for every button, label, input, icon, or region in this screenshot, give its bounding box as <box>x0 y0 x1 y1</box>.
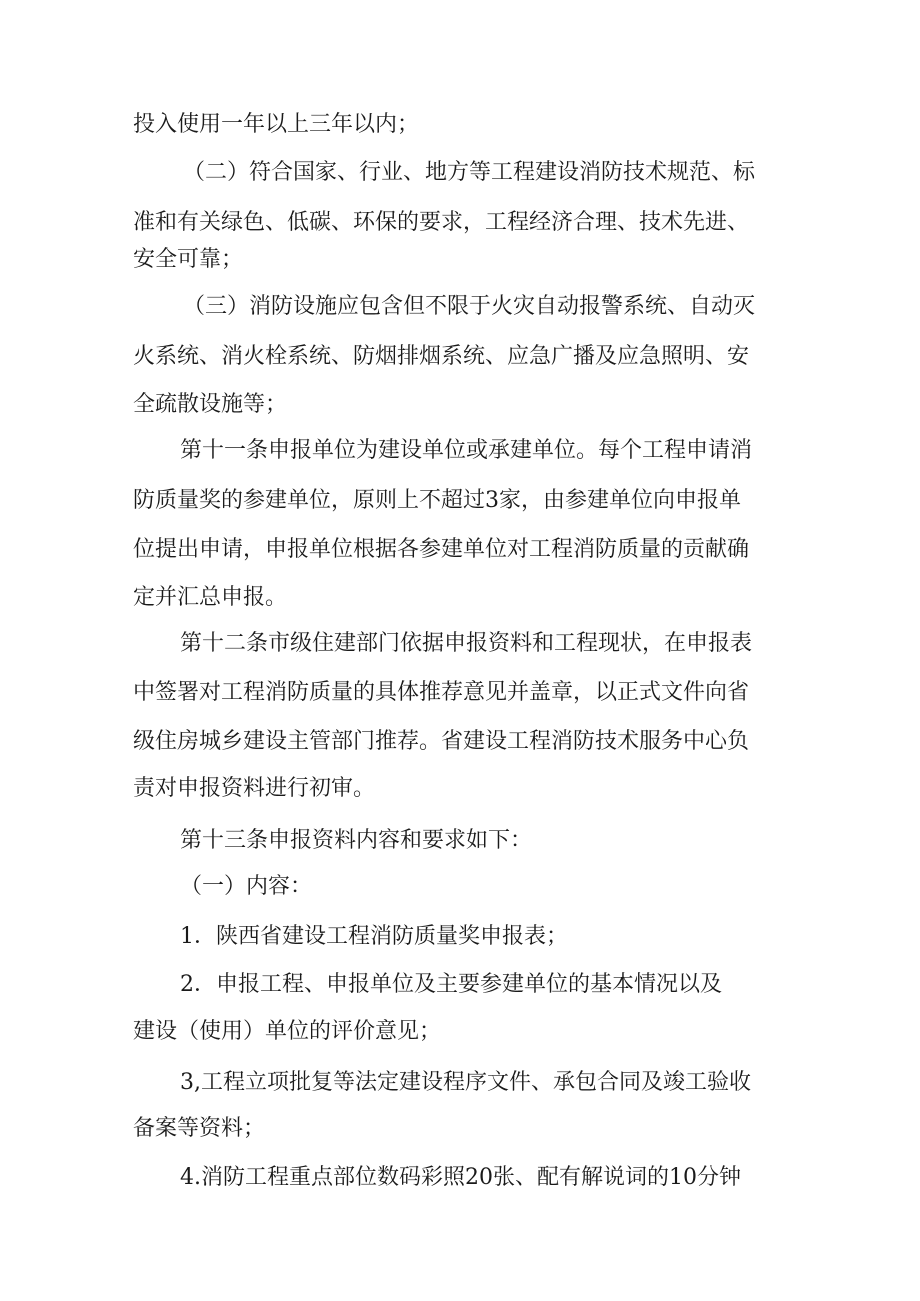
text-line: 定并汇总申报。 <box>133 585 288 610</box>
text-line: 3,工程立项批复等法定建设程序文件、承包合同及竣工验收 <box>180 1070 751 1095</box>
text-line: 1．陕西省建设工程消防质量奖申报表； <box>180 924 568 949</box>
text-line: 火系统、消火栓系统、防烟排烟系统、应急广播及应急照明、安 <box>133 344 750 369</box>
text-line: 中签署对工程消防质量的具体推荐意见并盖章，以正式文件向省 <box>133 680 750 705</box>
text-line: （二）符合国家、行业、地方等工程建设消防技术规范、标 <box>183 160 756 185</box>
text-line: 第十二条市级住建部门依据申报资料和工程现状，在申报表 <box>180 631 753 656</box>
text-line: 全疏散设施等； <box>133 392 288 417</box>
text-line: 责对申报资料进行初审。 <box>133 776 376 801</box>
text-line: （三）消防设施应包含但不限于火灾自动报警系统、自动灭 <box>183 294 756 319</box>
text-line: 级住房城乡建设主管部门推荐。省建设工程消防技术服务中心负 <box>133 729 750 754</box>
text-line: 准和有关绿色、低碳、环保的要求，工程经济合理、技术先进、 <box>133 210 750 235</box>
text-line: 投入使用一年以上三年以内； <box>133 112 420 137</box>
text-line: 第十一条申报单位为建设单位或承建单位。每个工程申请消 <box>180 438 753 463</box>
text-line: 位提出申请，申报单位根据各参建单位对工程消防质量的贡献确 <box>133 537 750 562</box>
text-line: 建设（使用）单位的评价意见； <box>133 1019 442 1044</box>
text-line: 安全可靠； <box>133 247 244 272</box>
text-line: 4.消防工程重点部位数码彩照20张、配有解说词的10分钟 <box>180 1165 741 1190</box>
text-line: 备案等资料； <box>133 1116 266 1141</box>
text-line: 第十三条申报资料内容和要求如下： <box>180 828 533 853</box>
text-line: （一）内容： <box>180 874 313 899</box>
text-line: 2．申报工程、申报单位及主要参建单位的基本情况以及 <box>180 972 722 997</box>
text-line: 防质量奖的参建单位，原则上不超过3家，由参建单位向申报单 <box>133 488 741 513</box>
